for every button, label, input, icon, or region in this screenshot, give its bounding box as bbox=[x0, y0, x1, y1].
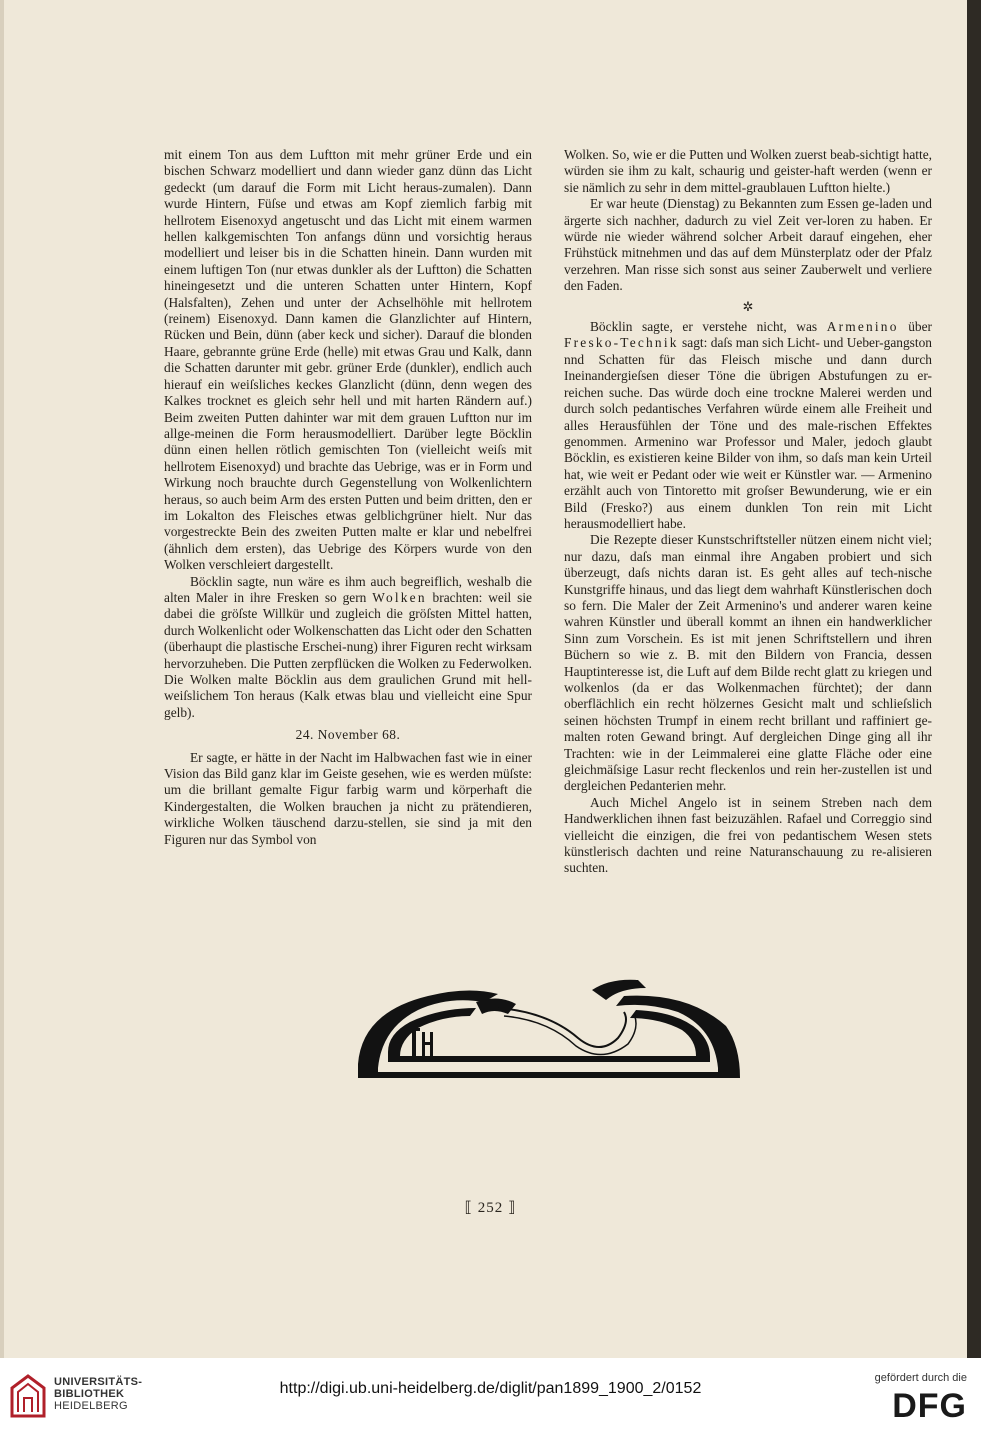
paragraph: mit einem Ton aus dem Luftton mit mehr grüner Erde und ein bischen Schwarz modelliert und dann wieder ganz dünn das Licht gedeckt (um darauf die Form mit Licht heraus-zumalen). Dann wurde Hintern, Füſse und etwas am Kopf ziemlich farbig mit hellrotem Eisenoxyd angetuscht und das Licht mit einem warmen hellen kalkgemischten Ton anfangs dünn und vorsichtig heraus modelliert und leiser bis in die Schatten hinein. Dann wurden mit einem luftigen Ton (nur etwas dunkler als der Luftton) die Schatten hineingesetzt und die unteren Schatten unter Hintern, Kopf (Halsfalten), Zehen und unter der Achselhöhle mit hellrotem (reinem) Eisenoxyd. Dann kamen die Glanzlichter auf Hintern, Rücken und Bein, dünn (aber keck und sicher). Darauf die blonden Haare, gebrannte grüne Erde (helle) mit etwas Grau und Kalk, dann die Schatten darunter mit gebr. grüner Erde (dunkler), endlich auch hierauf ein weiſsliches keckes Glanzlicht (dünn, denn wegen des Kalkes trocknet es gleich sehr hell und mit harten Rändern auf.) Beim zweiten Putten dahinter war mit dem grauen Luftton nur im allge-meinen die Form herausmodelliert. Darüber legte Böcklin dünn einen hellen rötlich gemischten Ton (vielleicht weiſs mit hellrotem Eisenoxyd) und brachte das Uebrige, was er in Form und Wirkung noch brauchte durch Gegenstellung von Wolkenlichtern heraus, so auch beim Arm des ersten Putten und beim dritten, den er im Lokalton des Fleisches etwas gelblichgrüner hielt. Nur das vorgestreckte Bein des zweiten Putten malte er klar und nebelfrei (ähnlich dem ersten), das Uebrige des Körpers wurde von den Wolken verschleiert dargestellt. bbox=[164, 147, 532, 573]
spaced-term: Armenino bbox=[826, 319, 899, 335]
spaced-term: Fresko-Technik bbox=[564, 335, 679, 351]
library-name-line: UNIVERSITÄTS- bbox=[54, 1376, 143, 1388]
section-separator: ✲ bbox=[742, 298, 754, 314]
funding-caption: gefördert durch die bbox=[874, 1372, 967, 1384]
spaced-term: Wolken bbox=[372, 589, 427, 605]
decorative-vignette bbox=[348, 972, 748, 1082]
paragraph: Wolken. So, wie er die Putten und Wolken zuerst beab-sichtigt hatte, würden sie ihm zu kalt, schaurig und geister-haft werden (wenn er sie nämlich zu sehr in dem mittel-graublauen Luftton hielte.) bbox=[564, 147, 932, 195]
text-run: brachten: weil sie dabei die gröſste Willkür und zugleich die gröſsten Mittel hatten, durch Wolkenlicht oder Wolkenschatten das Licht oder den Schatten (überhaupt die plastische Erschei-nung) ihrer Figuren recht wirksam hervorzuheben. Die Putten zerpflücken die Wolken zu Federwolken. Die Wolken malte Böcklin aus dem graulichen Grund mit hell-weiſslichem Ton heraus (Kalk etwas blau und vielleicht eine Spur gelb). bbox=[164, 589, 532, 720]
paragraph: Er sagte, er hätte in der Nacht im Halbwachen fast wie in einer Vision das Bild ganz klar im Geiste gesehen, wie es werden müſste: um die brillant gemalte Figur farbig warm und körperhaft die Kindergestalten, die Wolken brauchen ja nicht zu prätendieren, wirkliche Wolken täuschend darzu-stellen, sie sind ja mit den Figuren nur das Symbol von bbox=[164, 749, 532, 847]
text-run: über bbox=[898, 319, 932, 335]
text-column-right bbox=[564, 147, 932, 877]
paragraph bbox=[564, 319, 932, 532]
text-column-left bbox=[164, 147, 532, 848]
dfg-logo: DFG bbox=[892, 1387, 967, 1425]
paragraph bbox=[164, 574, 532, 722]
library-name-line: BIBLIOTHEK bbox=[54, 1388, 125, 1400]
library-name-line: HEIDELBERG bbox=[54, 1400, 128, 1412]
paragraph: Auch Michel Angelo ist in seinem Streben nach dem Handwerklichen ihnen fast beizuzählen. Rafael und Correggio sind vielleicht die einzigen, die frei von pedantischem Wesen stets künstlerisch dachten und reine Naturanschauung zu re-alisieren suchten. bbox=[564, 794, 932, 876]
paragraph: Die Rezepte dieser Kunstschriftsteller nützen einem nicht viel; nur dazu, daſs man einmal ihre Angaben probiert und sich überzeugt, daſs nichts daran ist. Es geht alles auf tech-nische Kunstgriffe hinaus, und das liegt dem wahrhaft Künstlerischen doch so fern. Die Maler der Zeit Armenino's und anderer waren keine wahren Künstler und überall kommt an ihnen ein handwerklicher Sinn zum Vorschein. Es ist mit jenen Schriftstellern und ihren Büchern so wie z. B. mit den Bildern von Francia, dessen Hauptinteresse ist, die Luft auf dem Bilde recht glatt zu kriegen und wolkenlos (da er das Wolkenmachen fürchtet); der dann oberflächlich ein recht hölzernes Gesicht malt und schlieſslich seinen höchsten Trumpf in einem recht brillant und raffiniert ge-malten roten Gewand bringt. Auf dergleichen Dinge ging all ihr Trachten: wie in der Leimmalerei eine glatte Fläche oder eine gleichmäſsige Lasur recht fleckenlos und rein her-zustellen ist und dergleichen Pedanterien mehr. bbox=[564, 532, 932, 794]
viewer-footer bbox=[0, 1358, 981, 1434]
text-run: Böcklin sagte, nun wäre es ihm auch begreiflich, weshalb die alten Maler in ihre Fresken so gern bbox=[164, 573, 532, 605]
page-number: ⟦ 252 ⟧ bbox=[464, 1200, 517, 1216]
date-heading: 24. November 68. bbox=[295, 727, 401, 743]
text-run: Böcklin sagte, er verstehe nicht, was bbox=[590, 319, 827, 335]
permalink-url[interactable]: http://digi.ub.uni-heidelberg.de/diglit/pan1899_1900_2/0152 bbox=[279, 1380, 702, 1397]
text-run: sagt: daſs man sich Licht- und Ueber-gangston nnd Schatten für das Fleisch mische und dann durch Ineinandergieſsen dieser Töne die übrigen Abstufungen zu er-reichen suche. Das würde doch eine trockne Malerei werden und durch solch pedantisches Verfahren würde einem alle Freiheit und alles Herausfühlen der Töne und des male-rischen Effektes genommen. Armenino war Professor und Maler, jedoch glaubt Böcklin, es existieren keine Bilder von ihm, so daſs man kein Urteil hat, wie weit er Pedant oder wie weit er Künstler war. — Armenino erzählt auch von Tintoretto mit groſser Bewunderung, wie er ein Bild (Fresko?) aus einem dunklen Ton rein mit Licht herausmodelliert habe. bbox=[564, 335, 932, 531]
paragraph: Er war heute (Dienstag) zu Bekannten zum Essen ge-laden und ärgerte sich nachher, dadurch zu viel Zeit ver-loren zu haben. Er würde nie wieder während solcher Arbeit darauf eingehen, eher Frühstück mitnehmen und das auf dem Münsterplatz oder der Pfalz verzehren. Man risse sich sonst aus seiner Zauberwelt und verliere den Faden. bbox=[564, 196, 932, 294]
